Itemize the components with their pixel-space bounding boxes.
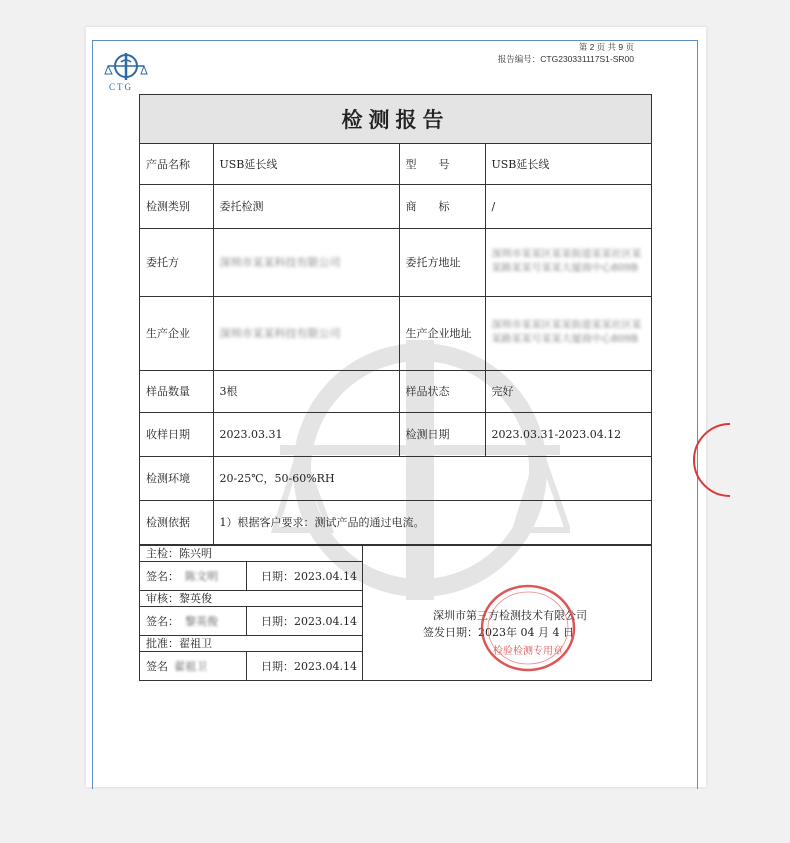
field-value: 20-25℃，50-60%RH — [213, 456, 651, 500]
field-label: 收样日期 — [140, 412, 213, 456]
field-value: 委托检测 — [213, 184, 399, 228]
field-value: 深圳市某某科技有限公司 — [213, 296, 399, 370]
table-row — [140, 456, 651, 500]
reviewer-label: 审核：黎英俊 — [140, 591, 362, 607]
sign-date: 日期：2023.04.14 — [261, 569, 357, 583]
field-label: 生产企业 — [140, 296, 213, 370]
table-row — [140, 412, 651, 456]
approver-label: 批准：翟祖卫 — [140, 636, 362, 652]
field-label: 委托方 — [140, 228, 213, 296]
report-title: 检测报告 — [140, 95, 651, 144]
field-label: 生产企业地址 — [399, 296, 485, 370]
field-label: 商 标 — [399, 184, 485, 228]
field-value: / — [485, 184, 651, 228]
field-label: 样品状态 — [399, 370, 485, 412]
report-number: 报告编号：CTG230331117S1-SR00 — [497, 54, 634, 64]
side-seal-icon — [690, 420, 730, 500]
field-value: 深圳市某某区某某街道某某社区某某路某某号某某大厦商中心809B — [485, 228, 651, 296]
table-row — [140, 296, 651, 370]
signature-block — [140, 546, 363, 680]
field-value: 2023.03.31 — [213, 412, 399, 456]
inspector-label: 主检：陈兴明 — [140, 546, 362, 562]
field-label: 检测类别 — [140, 184, 213, 228]
page-number: 第 2 页 共 9 页 — [578, 42, 634, 52]
sign-label: 签名： — [146, 569, 179, 583]
field-label: 委托方地址 — [399, 228, 485, 296]
field-label: 检测日期 — [399, 412, 485, 456]
report-info-table — [140, 144, 651, 545]
field-label: 检测依据 — [140, 500, 213, 544]
page-info — [498, 41, 634, 65]
issue-date: 签发日期：2023年 04 月 4 日 — [423, 625, 574, 639]
sign-label: 签名： — [146, 614, 179, 628]
sign-date: 日期：2023.04.14 — [261, 614, 357, 628]
issuer-company: 深圳市第三方检测技术有限公司 — [433, 608, 587, 622]
field-value: 深圳市某某区某某街道某某社区某某路某某号某某大厦商中心809B — [485, 296, 651, 370]
field-value: 深圳市某某科技有限公司 — [213, 228, 399, 296]
field-value: 2023.03.31-2023.04.12 — [485, 412, 651, 456]
field-value: 完好 — [485, 370, 651, 412]
field-value: USB延长线 — [213, 144, 399, 184]
signature-row — [140, 652, 362, 680]
official-seal-icon — [478, 582, 578, 674]
table-row — [140, 184, 651, 228]
field-label: 检测环境 — [140, 456, 213, 500]
table-row — [140, 144, 651, 184]
seal-text: 检验检测专用章 — [493, 646, 563, 657]
signature-row — [140, 562, 362, 591]
field-label: 产品名称 — [140, 144, 213, 184]
field-label: 型 号 — [399, 144, 485, 184]
table-row — [140, 228, 651, 296]
field-value: 3根 — [213, 370, 399, 412]
logo-text: CTG — [109, 82, 133, 92]
signature-row — [140, 607, 362, 636]
table-row — [140, 500, 651, 544]
signature-image: 翟祖卫 — [174, 659, 207, 673]
field-value: USB延长线 — [485, 144, 651, 184]
table-row — [140, 370, 651, 412]
field-value: 1）根据客户要求：测试产品的通过电流。 — [213, 500, 651, 544]
sign-date: 日期：2023.04.14 — [261, 659, 357, 673]
field-label: 样品数量 — [140, 370, 213, 412]
sign-label: 签名 — [146, 659, 168, 673]
signature-image: 黎英俊 — [185, 614, 218, 628]
signature-image: 陈文明 — [185, 569, 218, 583]
